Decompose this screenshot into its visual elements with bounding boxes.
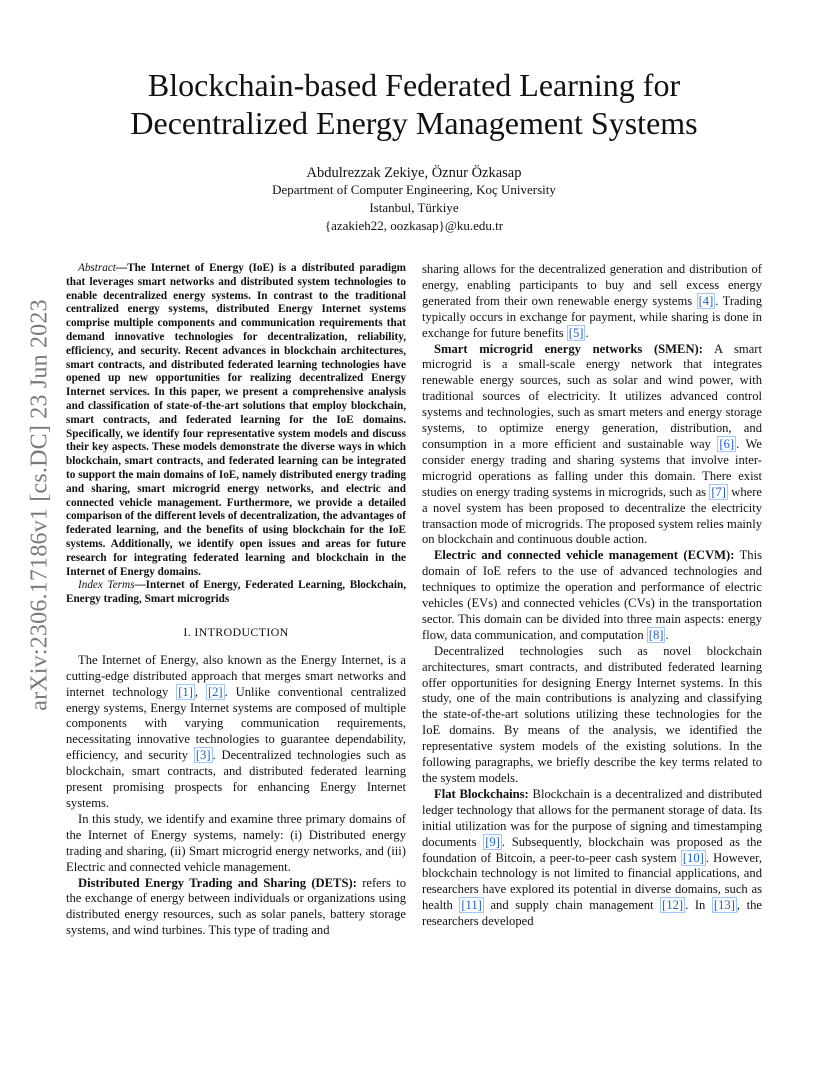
title-line-2: Decentralized Energy Management Systems (130, 105, 698, 141)
smen-paragraph: Smart microgrid energy networks (SMEN): A smart microgrid is a small-scale energy network that integrates renewable energy sources, such as solar and wind power, with traditional sources of electricity. It utilizes advanced control systems and technologies, such as smart meters and energy storage systems, to optimize energy generation, distribution, and consumption in a more efficient and sustainable way [6] . We consider energy trading and sharing systems that involve inter-microgrid operations as falling under this domain. There exist studies on energy trading systems in microgrids, such as [7] where a novel system has been proposed to decentralize the electricity transaction mode of microgrids. The proposed system relies mainly on blockchain and continuous double action. (422, 341, 763, 547)
citation-link[interactable]: [6] (719, 436, 735, 451)
arxiv-sidebar (20, 290, 60, 720)
affiliation (0, 181, 828, 235)
technologies-paragraph: Decentralized technologies such as novel blockchain architectures, smart contracts, and distributed federated learning offer opportunities for designing Energy Internet systems. In this study, one of the main contributions is analyzing and classifying the state-of-the-art solutions utilizing these technologies for the IoE domains. By means of the analysis, we identified the representative system models of the existing solutions. In the following paragraphs, we briefly describe the key terms related to the system models. (422, 643, 762, 785)
title-line-1: Blockchain-based Federated Learning for (147, 67, 681, 103)
flat-blockchains-lead: Flat Blockchains: (434, 786, 529, 801)
dets-continuation-paragraph: sharing allows for the decentralized generation and distribution of energy, enabling participants to buy and sell excess energy generated from their own renewable energy systems [4] . Trading typically occurs in exchange for payment, while sharing is done in exchange for future benefits [5] . (422, 262, 762, 340)
citation-link[interactable]: [11] (461, 898, 482, 913)
citation-link[interactable]: [4] (698, 293, 714, 308)
right-column (422, 262, 762, 930)
citation-link[interactable]: [3] (195, 748, 211, 763)
ecvm-paragraph: Electric and connected vehicle management (ECVM): This domain of IoE refers to the use of advanced technologies and techniques to optimize the operation and performance of electric vehicles (EVs) and connected vehicles (CVs) in the transportation sector. This domain can be divided into three main aspects: energy flow, data communication, and computation [8] . (422, 548, 762, 642)
citation-link[interactable]: [12] (662, 898, 684, 913)
paper-title (0, 66, 828, 142)
abstract (66, 262, 406, 579)
citation-link[interactable]: [1] (178, 684, 193, 699)
index-terms (66, 579, 406, 607)
citation-link[interactable]: [9] (485, 834, 500, 849)
dets-lead: Distributed Energy Trading and Sharing (DETS): (78, 875, 357, 890)
index-terms-text: —Internet of Energy, Federated Learning, Blockchain, Energy trading, Smart microgrids (66, 579, 406, 606)
intro-paragraph-1: The Internet of Energy, also known as the Energy Internet, is a cutting-edge distributed approach that merges smart networks and internet technology [1] , [2] . Unlike conventional centralized energy systems, Energy Internet systems are composed of multiple components with varying communication requirements, necessitating innovative technologies to guarantee dependability, efficiency, and security [3] . Decentralized technologies such as blockchain, smart contracts, and distributed federated learning present promising prospects for enhancing Energy Internet systems. (66, 652, 406, 810)
smen-lead: Smart microgrid energy networks (SMEN): (434, 341, 703, 356)
index-terms-label: Index Terms (78, 579, 135, 592)
section-heading-introduction: I. INTRODUCTION (183, 624, 289, 639)
affiliation-line-1: Department of Computer Engineering, Koç University (272, 182, 556, 197)
dets-paragraph: Distributed Energy Trading and Sharing (DETS): refers to the exchange of energy between individuals or organizations using distributed energy resources, such as solar panels, battery storage systems, and wind turbines. This type of trading and (66, 875, 406, 938)
citation-link[interactable]: [8] (648, 627, 664, 642)
affiliation-line-3: {azakieh22, oozkasap}@ku.edu.tr (324, 218, 504, 233)
affiliation-line-2: Istanbul, Türkiye (369, 200, 459, 215)
abstract-text: —The Internet of Energy (IoE) is a distributed paradigm that leverages smart networks and distributed system technologies to enable decentralized energy systems. In contrast to the traditional centralized energy systems, distributed Energy Internet systems comprise multiple components and communication requirements that demand innovative technologies for decentralization, reliability, efficiency, and security. Recent advances in blockchain architectures, smart contracts, and distributed federated learning technologies have opened up new opportunities for realizing decentralized Energy Internet services. In this paper, we present a comprehensive analysis and classification of state-of-the-art solutions that employ blockchain, smart contracts, and federated learning for the IoE domains. Specifically, we identify four representative system models and discuss their key aspects. These models demonstrate the diverse ways in which blockchain, smart contracts, and federated learning can be integrated to support the main domains of IoE, namely distributed energy trading and sharing, smart microgrid energy networks, and electric and connected vehicle management. Furthermore, we provide a detailed comparison of the different levels of decentralization, the advantages of federated learning, and the benefits of using blockchain for the IoE systems. Additionally, we identify open issues and areas for future research for integrating federated learning and blockchain in the Internet of Energy domains. (66, 262, 406, 578)
ecvm-lead: Electric and connected vehicle management (ECVM): (434, 548, 735, 563)
arxiv-identifier: arXiv:2306.17186v1 [cs.DC] 23 Jun 2023 (26, 299, 53, 711)
left-column (66, 262, 406, 939)
flat-blockchains-paragraph: Flat Blockchains: Blockchain is a decentralized and distributed ledger technology that allows for the permanent storage of data. Its initial utilization was for the purpose of signing and timestamping documents [9] . Subsequently, blockchain was proposed as the foundation of Bitcoin, a peer-to-peer cash system [10] . However, blockchain technology is not limited to financial applications, and researchers have explored its potential in diverse domains, such as health [11] and supply chain management [12] . In [13] , the researchers developed (422, 786, 763, 929)
intro-paragraph-2: In this study, we identify and examine three primary domains of the Internet of Energy systems, namely: (i) Distributed energy trading and sharing, (ii) Smart microgrid energy networks, and (iii) Electric and connected vehicle management. (66, 811, 406, 874)
citation-link[interactable]: [10] (682, 850, 704, 865)
abstract-label: Abstract (78, 262, 116, 274)
citation-link[interactable]: [13] (713, 898, 735, 913)
citation-link[interactable]: [5] (568, 325, 584, 340)
citation-link[interactable]: [7] (711, 484, 726, 499)
citation-link[interactable]: [2] (207, 684, 223, 699)
authors: Abdulrezzak Zekiye, Öznur Özkasap (306, 165, 522, 181)
